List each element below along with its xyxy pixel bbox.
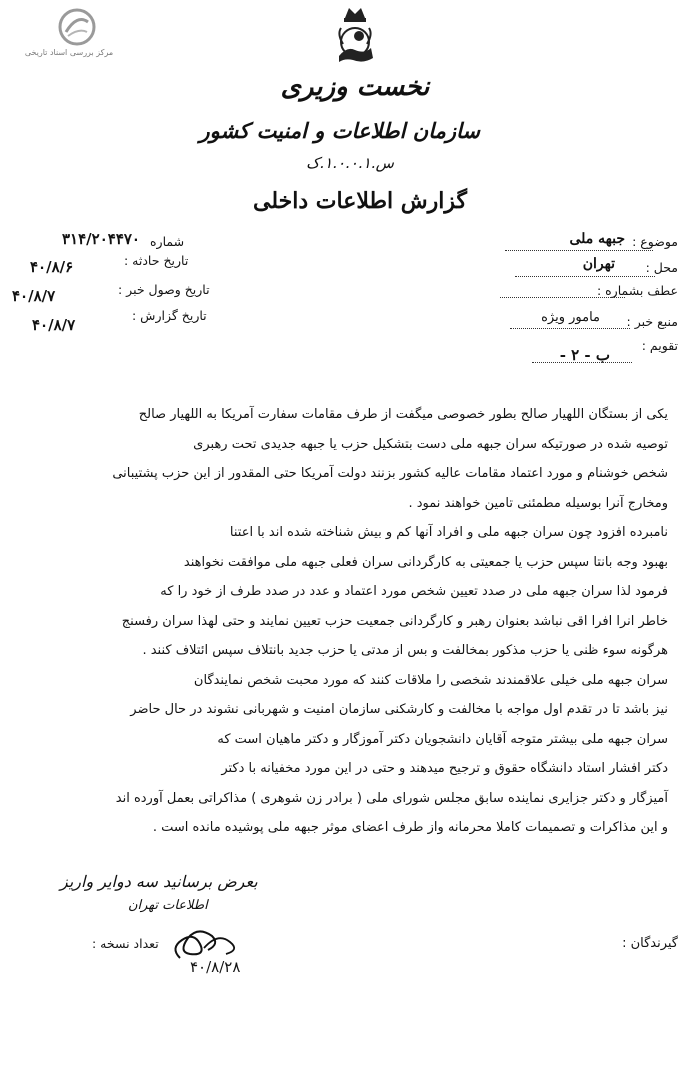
organization-title: سازمان اطلاعات و امنیت کشور [199,118,480,143]
report-date-value: ۴۰/۸/۷ [32,316,76,334]
body-line: نامبرده افزود چون سران جبهه ملی و افراد آنها کم و بیش شناخته شده اند با اعتنا [229,525,668,540]
source-dotline [510,328,630,329]
source-value: مامور ویژه [541,310,600,325]
body-line: سران جبهه ملی خیلی علاقمندند شخصی را ملاقات کنند که مورد محبت شخص نمایندگان [193,672,668,688]
body-line: خاطر انرا افرا اقی نباشد بعنوان رهبر و کارگردانی جمعیت حزب تعیین نمایند و حتی لهذا سران رفسنج [121,613,668,629]
body-line: فرمود لذا سران جبهه ملی در صدد تعیین شخص مورد اعتماد و عدد در صدد طرف از خود را که [160,584,668,599]
ministry-title: نخست وزیری [280,72,430,102]
lion-and-sun-crown-emblem-icon [325,4,385,68]
subject-dotline [505,250,653,251]
archive-center-logo-icon [54,8,100,46]
body-line: و این مذاکرات و تصمیمات کاملا محرمانه واز طرف اعضای موثر جبهه ملی پوشیده مانده است . [152,820,668,835]
report-body [38,400,668,843]
watermark-text: مرکز بررسی اسناد تاریخی [24,48,114,57]
document-code: س.۱.۰.۰.۱.ک [306,154,394,172]
place-dotline [515,276,655,277]
reference-dotline [500,297,625,298]
body-line: سران جبهه ملی بیشتر متوجه آقایان دانشجویان دکتر آموزگار و دکتر ماهیان است که [217,731,668,747]
subject-value: جبهه ملی [569,231,625,247]
body-line: یکی از بستگان اللهیار صالح بطور خصوصی میگفت از طرف مقامات سفارت آمریکا به اللهیار صالح [138,407,668,422]
body-line: دکتر افشار استاد دانشگاه حقوق و ترجیح میدهند و حتی در این مورد مخفیانه با دکتر [221,761,668,776]
receive-date-label: تاریخ وصول خبر : [118,282,210,297]
body-line: ومخارج آنرا بوسیله مطمئنی تامین خواهند نمود . [408,495,668,511]
body-line: نیز باشد تا در تقدم اول مواجه با مخالفت و کارشکنی سازمان امنیت و شهربانی نشوند در حال حاضر [130,702,668,717]
copies-label: تعداد نسخه : [92,936,159,951]
body-line: هرگونه سوء ظنی یا حزب مذکور بمخالفت و بس از مدتی یا حزب جدید بانتلاف سپس ائتلاف کنند . [142,643,668,658]
handwritten-unit: اطلاعات تهران [128,898,208,913]
event-date-value: ۴۰/۸/۶ [30,258,74,276]
rating-label: تقویم : [641,338,678,353]
receive-date-value: ۴۰/۸/۷ [12,287,56,305]
recipients-label: گیرندگان : [622,936,678,951]
handwritten-date: ۴۰/۸/۲۸ [190,958,241,976]
archive-watermark [14,6,124,66]
event-date-label: تاریخ حادثه : [124,253,189,268]
report-date-label: تاریخ گزارش : [132,308,207,323]
place-value: تهران [582,256,615,272]
handwritten-note: بعرض برسانید سه دوایر واریز [60,872,258,891]
number-label: شماره [150,234,185,249]
place-label: محل : [645,260,678,275]
number-value: ۳۱۴/۲۰۴۴۷۰ [62,230,140,248]
body-line: آمیزگار و دکتر جزایری نماینده سابق مجلس شورای ملی ( برادر زن شوهری ) مذاکراتی بعمل آورده اند [115,790,668,806]
body-line: توصیه شده در صورتیکه سران جبهه ملی دست بتشکیل حزب یا جبهه جدیدی تحت رهبری [193,436,668,452]
source-label: منبع خبر : [626,314,678,329]
body-line: بهبود وجه بانتا سپس حزب یا جمعیتی به کارگردانی سران فعلی جبهه ملی موافقت نخواهند [183,554,668,570]
rating-value: ب - ۲ - [559,346,610,364]
reference-label: عطف بشماره : [596,283,678,298]
body-line: شخص خوشنام و مورد اعتماد مقامات عالیه کشور بزنند دولت آمریکا حتی المقدور از این حزب پشتیبانی [112,466,668,481]
subject-label: موضوع : [632,234,678,249]
report-title: گزارش اطلاعات داخلی [253,188,467,214]
rating-dotline [532,362,632,363]
